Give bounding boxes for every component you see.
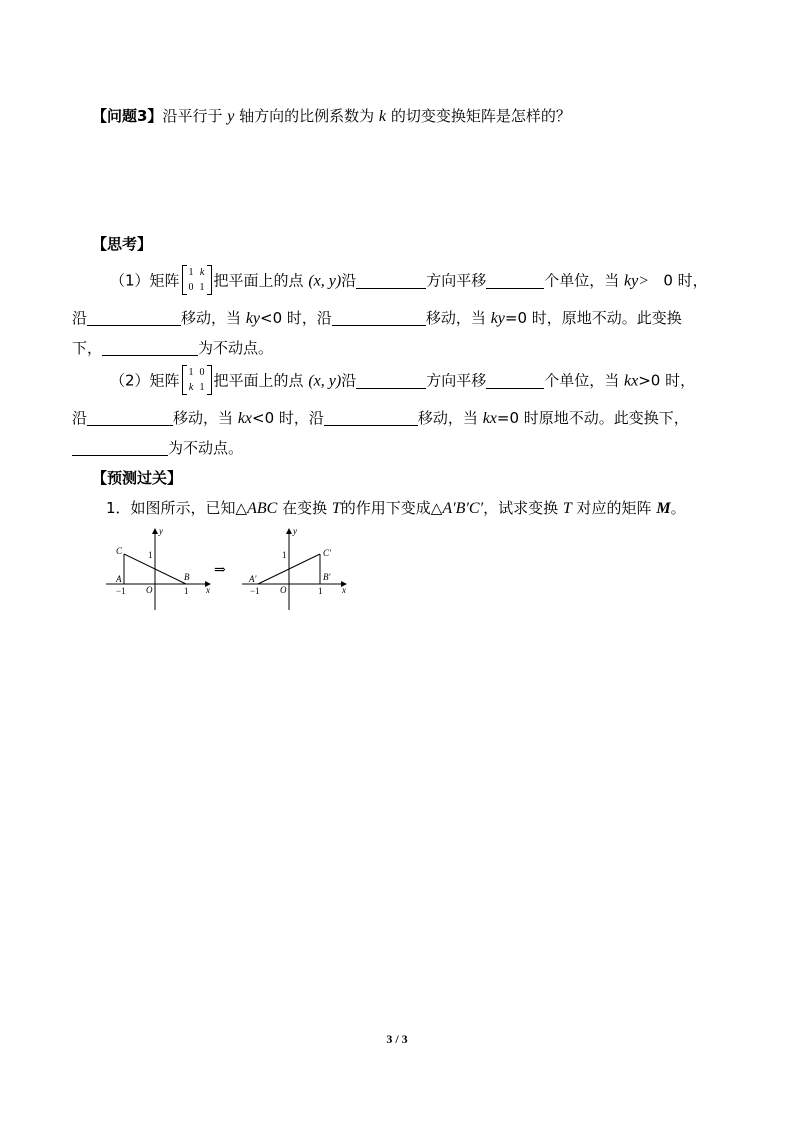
blank-9[interactable] [324,409,418,426]
right-b-label: B′ [323,572,331,582]
left-x-label: x [206,585,210,595]
blank-7[interactable] [486,372,544,389]
left-c-label: C [116,546,123,556]
right-y-label: y [293,526,297,536]
test-question-1: 1．如图所示，已知△ABC 在变换 T的作用下变成△A′B′C′，试求变换 T 对应的矩阵 M。 [106,499,686,517]
left-one-x: 1 [184,586,189,596]
figure-left [106,526,210,610]
think-p1-line1: （1）矩阵 1 k 0 1 把平面上的点 (x, y)沿 方向平移 个单位，当 ky> 0 时， [110,267,708,293]
left-o-label: O [146,585,153,595]
left-one-y: 1 [148,550,153,560]
think-p1-line2: 沿 移动，当 ky<0 时，沿 移动，当 ky=0 时，原地不动。此变换 [72,309,682,327]
think-p2-line1: （2）矩阵 1 0 k 1 把平面上的点 (x, y)沿 方向平移 个单位，当 kx>0 时， [110,367,696,393]
right-one-y: 1 [282,550,287,560]
right-o-label: O [280,585,287,595]
matrix-2: 1 0 k 1 [182,365,212,395]
right-c-label: C′ [323,548,331,558]
left-a-label: A [116,574,122,584]
question-3-label: 【问题3】 [92,107,163,125]
think-p1-line3: 下， 为不动点。 [72,339,274,357]
question-3: 【问题3】沿平行于 y 轴方向的比例系数为 k 的切变变换矩阵是怎样的？ [92,107,571,125]
left-y-label: y [159,526,163,536]
figure-right [242,526,346,610]
left-minus-one: −1 [116,586,126,596]
think-heading: 【思考】 [92,235,153,253]
page-number: 3 / 3 [386,1032,408,1046]
blank-8[interactable] [87,409,173,426]
right-minus-one: −1 [250,586,260,596]
blank-5[interactable] [102,339,198,356]
transform-arrow: ⇒ [214,563,226,578]
test-heading: 【预测过关】 [92,469,183,487]
matrix-1: 1 k 0 1 [182,265,212,295]
blank-2[interactable] [486,272,544,289]
think-p2-line3: 为不动点。 [72,438,243,458]
blank-6[interactable] [356,372,426,389]
blank-3[interactable] [87,309,181,326]
think-p2-line2: 沿 移动，当 kx<0 时，沿 移动，当 kx=0 时原地不动。此变换下， [72,409,689,427]
blank-1[interactable] [356,272,426,289]
blank-4[interactable] [332,309,426,326]
blank-10[interactable] [72,439,168,456]
right-a-label: A′ [249,574,257,584]
transform-figure [104,524,354,616]
left-b-label: B [184,572,190,582]
right-one-x: 1 [318,586,323,596]
right-x-label: x [342,585,346,595]
